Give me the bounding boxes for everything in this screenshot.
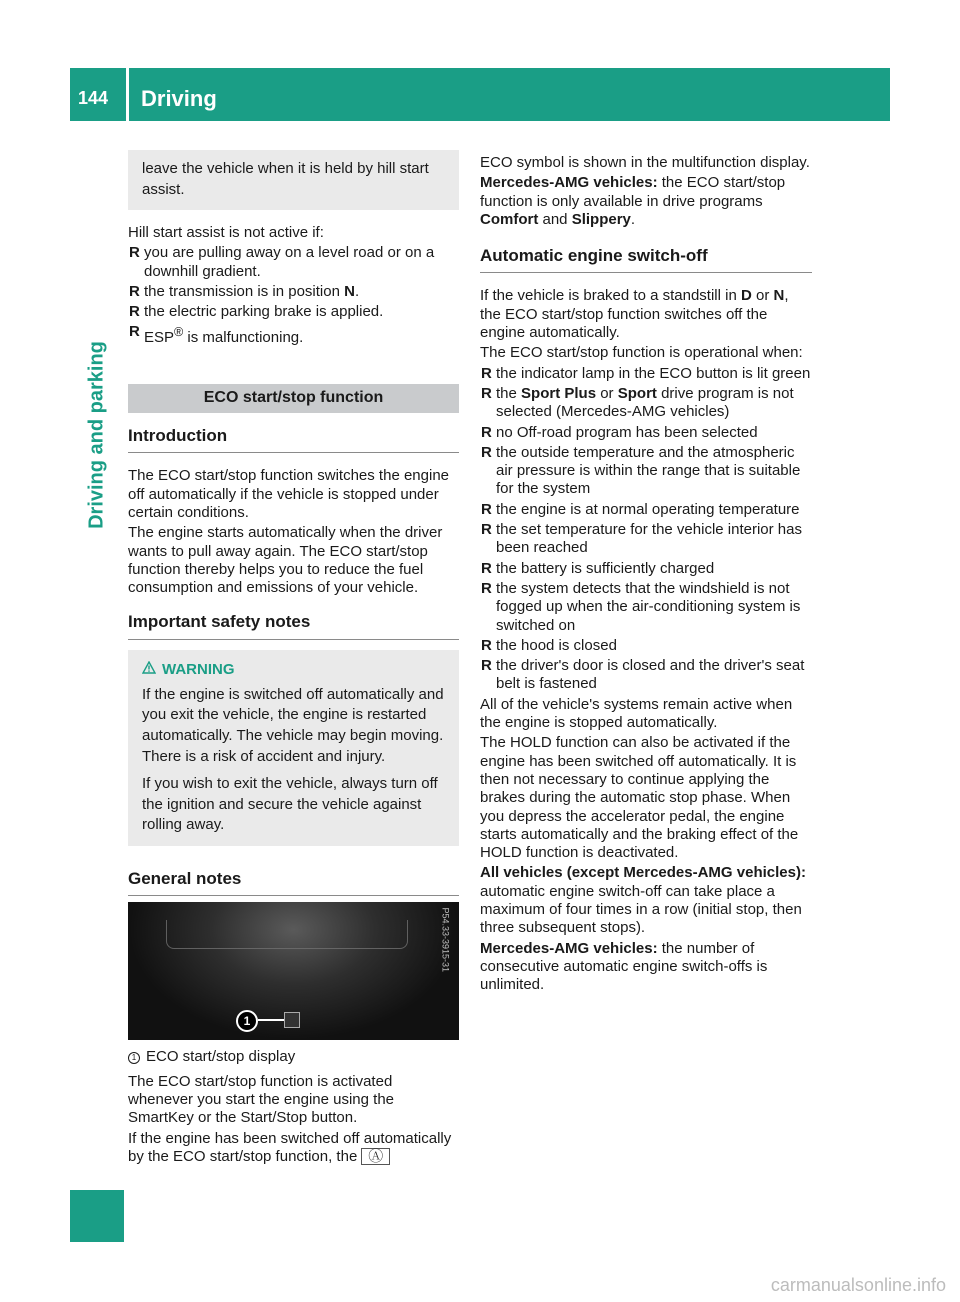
list-item <box>480 365 812 383</box>
bullet-icon: R <box>129 303 140 321</box>
intro-paragraph-2: The engine starts automatically when the driver wants to pull away again. The ECO start/stop function thereby helps you to reduce the fuel consumption and emissions of your vehicle. <box>128 524 443 597</box>
auto-p1-end: , the ECO start/stop function switches off the engine automatically. <box>480 287 789 342</box>
chapter-title: Driving <box>141 86 217 111</box>
auto-paragraph-2: The ECO start/stop function is operational when: <box>480 344 803 362</box>
registered-mark: ® <box>174 325 184 340</box>
bullet-icon: R <box>481 500 492 518</box>
list-item-text: the electric parking brake is applied. <box>144 303 384 321</box>
figure-reference-code: P54.33-3915-31 <box>441 907 451 973</box>
hold-paragraph: The HOLD function can also be activated if the engine has been switched off automatically. It is then not necessary to continue applying the brakes during the automatic stop phase. When you depress the accelerator pedal, the engine starts automatically and the braking effect of the HOLD function is deactivated. <box>480 734 799 862</box>
list-item-text: the engine is at normal operating temperature <box>496 500 800 518</box>
bullet-icon: R <box>481 443 492 461</box>
list-item-text: the hood is closed <box>496 636 617 654</box>
list-item-text: the set temperature for the vehicle interior has been reached <box>496 521 802 557</box>
general-paragraph-1: The ECO start/stop function is activated whenever you start the engine using the SmartKey or the Start/Stop button. <box>128 1072 395 1127</box>
heading-safety-notes: Important safety notes <box>128 613 459 639</box>
list-item <box>480 560 812 578</box>
hill-conditions-list <box>128 244 459 347</box>
list-item-text: the <box>496 384 522 402</box>
list-item-text: ESP <box>144 329 175 347</box>
auto-p1-or: or <box>751 287 774 305</box>
list-item-text-end: . <box>354 282 360 300</box>
heading-general-notes: General notes <box>128 870 459 896</box>
gear-n: N <box>773 287 785 305</box>
figure-callout: 1 <box>236 1010 258 1032</box>
bullet-icon: R <box>481 364 492 382</box>
legend-text: ECO start/stop display <box>146 1048 296 1066</box>
amg-unlimited-paragraph <box>480 940 812 995</box>
bullet-icon: R <box>481 579 492 597</box>
bullet-icon: R <box>481 559 492 577</box>
side-tab-marker <box>70 1190 124 1242</box>
list-item <box>480 637 812 655</box>
amg-and: and <box>538 210 572 228</box>
all-vehicles-text: automatic engine switch-off can take place a maximum of four times in a row (initial stop, then three subsequent stops). <box>480 882 802 937</box>
hill-intro: Hill start assist is not active if: <box>128 224 324 241</box>
program-sport-plus: Sport Plus <box>521 384 597 402</box>
legend-number: 1 <box>128 1052 140 1064</box>
list-item-text: the outside temperature and the atmospheric air pressure is within the range that is suitable for the system <box>496 443 801 498</box>
systems-paragraph: All of the vehicle's systems remain active when the engine is stopped automatically. <box>480 695 793 732</box>
list-item <box>128 323 459 347</box>
list-item <box>480 501 812 519</box>
note-text: leave the vehicle when it is held by hill start assist. <box>142 160 429 198</box>
list-item <box>128 244 459 281</box>
list-item <box>480 580 812 635</box>
amg-unlimited-text: the number of consecutive automatic engine switch-offs is unlimited. <box>480 939 768 994</box>
eco-display-icon <box>284 1012 300 1028</box>
list-item-or: or <box>596 384 618 402</box>
operational-conditions-list <box>480 365 812 694</box>
bullet-icon: R <box>481 521 492 539</box>
continued-paragraph: ECO symbol is shown in the multifunction display. <box>480 154 810 171</box>
auto-paragraph-1 <box>480 287 812 342</box>
list-item-text: you are pulling away on a level road or on a downhill gradient. <box>144 244 435 280</box>
program-sport: Sport <box>617 384 657 402</box>
display-outline <box>166 920 408 949</box>
bullet-icon: R <box>481 384 492 402</box>
bullet-icon: R <box>481 636 492 654</box>
list-item-text: the system detects that the windshield is not fogged up when the air-conditioning system is switched on <box>496 579 801 634</box>
gear-d: D <box>740 287 752 305</box>
warning-paragraph-2: If you wish to exit the vehicle, always turn off the ignition and secure the vehicle against rolling away. <box>142 774 438 834</box>
list-item <box>128 283 459 301</box>
left-column <box>128 150 459 1168</box>
list-item <box>128 303 459 321</box>
list-item-text-end: drive program is not selected (Mercedes-AMG vehicles) <box>496 384 794 421</box>
bullet-icon: R <box>481 423 492 441</box>
list-item <box>480 385 812 422</box>
list-item-text: the battery is sufficiently charged <box>496 559 715 577</box>
list-item-text: no Off-road program has been selected <box>496 423 758 441</box>
eco-display-figure <box>128 902 459 1040</box>
note-box <box>128 150 459 210</box>
list-item-text: the indicator lamp in the ECO button is lit green <box>496 364 811 382</box>
auto-p1-text: If the vehicle is braked to a standstill in <box>480 287 741 305</box>
list-item <box>480 521 812 558</box>
list-item <box>480 424 812 442</box>
warning-paragraph-1: If the engine is switched off automatically and you exit the vehicle, the engine is restarted automatically. The vehicle may begin moving. There is a risk of accident and injury. <box>142 685 444 765</box>
amg-label-2: Mercedes-AMG vehicles: <box>480 939 658 957</box>
eco-symbol-icon: Ⓐ <box>361 1148 390 1165</box>
bullet-icon: R <box>481 657 492 675</box>
bullet-icon: R <box>129 244 140 262</box>
all-vehicles-paragraph <box>480 864 812 937</box>
side-chapter-label: Driving and parking <box>85 341 108 529</box>
header-divider <box>126 68 129 121</box>
warning-heading <box>142 660 450 681</box>
list-item-text-end: is malfunctioning. <box>183 329 304 347</box>
list-item <box>480 657 812 694</box>
list-item <box>480 444 812 499</box>
bullet-icon: R <box>129 323 140 341</box>
amg-paragraph <box>480 174 812 229</box>
figure-legend <box>128 1048 459 1066</box>
program-slippery: Slippery <box>571 210 631 228</box>
amg-text: the ECO start/stop function is only available in drive programs <box>480 174 786 210</box>
general-paragraph-2 <box>128 1130 459 1167</box>
list-item-text: the transmission is in position <box>144 282 345 300</box>
page-number: 144 <box>78 88 109 108</box>
list-item-bold: N <box>344 282 355 300</box>
program-comfort: Comfort <box>480 210 539 228</box>
warning-box <box>128 650 459 846</box>
section-title-bar: ECO start/stop function <box>128 384 459 413</box>
amg-label: Mercedes-AMG vehicles: <box>480 174 658 192</box>
callout-line <box>258 1019 284 1021</box>
right-column <box>480 154 812 996</box>
heading-introduction: Introduction <box>128 427 459 453</box>
list-item-text: the driver's door is closed and the driver's seat belt is fastened <box>496 657 805 693</box>
warning-label: WARNING <box>162 660 235 678</box>
warning-triangle-icon <box>142 660 156 681</box>
all-vehicles-label: All vehicles (except Mercedes-AMG vehicles): <box>480 864 806 882</box>
watermark-text: carmanualsonline.info <box>770 1275 946 1295</box>
intro-paragraph-1: The ECO start/stop function switches the engine off automatically if the vehicle is stopped under certain conditions. <box>128 467 449 521</box>
bullet-icon: R <box>129 282 140 300</box>
general-paragraph-2-text: If the engine has been switched off automatically by the ECO start/stop function, the <box>128 1129 452 1165</box>
heading-automatic-switch-off: Automatic engine switch-off <box>480 247 812 273</box>
amg-end: . <box>630 210 636 228</box>
